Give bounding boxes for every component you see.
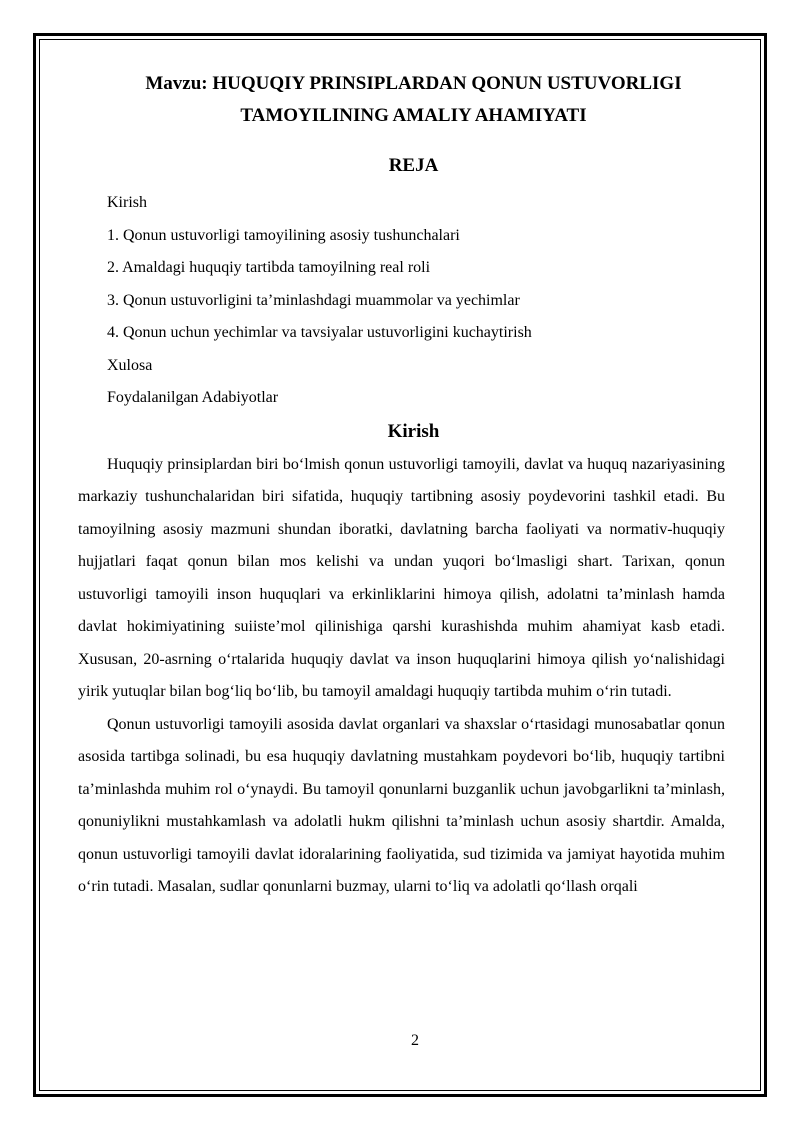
document-title bbox=[78, 68, 725, 132]
section-heading: Kirish bbox=[387, 420, 440, 442]
page-number: 2 bbox=[411, 1032, 419, 1049]
title-line-2: TAMOYILINING AMALIY AHAMIYATI bbox=[240, 105, 587, 126]
plan-item: Foydalanilgan Adabiyotlar bbox=[107, 389, 279, 406]
plan-item: 3. Qonun ustuvorligini ta’minlashdagi muammolar va yechimlar bbox=[107, 291, 520, 309]
plan-item: 4. Qonun uchun yechimlar va tavsiyalar ustuvorligini kuchaytirish bbox=[107, 324, 532, 341]
body-paragraph: Qonun ustuvorligi tamoyili asosida davlat organlari va shaxslar o‘rtasidagi munosabatlar qonun asosida tartibga solinadi, bu esa huquqiy davlatning mustahkam poydevori bo‘lib, huquqiy tartibni ta’minlashda muhim rol o‘ynaydi. Bu tamoyil qonunlarni buzganlik uchun javobgarlikni ta’minlash, qonuniylikni mustahkamlash va adolatli hukm qilishni ta’minlash uchun asosiy shartdir. Amalda, qonun ustuvorligi tamoyili davlat idoralarining faoliyatida, sud tizimida va jamiyat hayotida muhim o‘rin tutadi. Masalan, sudlar qonunlarni buzmay, ularni to‘liq va adolatli qo‘llash orqali bbox=[78, 715, 725, 895]
plan-item: 2. Amaldagi huquqiy tartibda tamoyilning real roli bbox=[107, 259, 431, 276]
plan-list bbox=[78, 187, 725, 415]
plan-item: 1. Qonun ustuvorligi tamoyilining asosiy tushunchalari bbox=[107, 226, 460, 244]
document-body bbox=[78, 68, 725, 904]
plan-heading: REJA bbox=[388, 155, 439, 176]
body-paragraph: Huquqiy prinsiplardan biri bo‘lmish qonun ustuvorligi tamoyili, davlat va huquq nazariyasining markaziy tushunchalaridan biri sifatida, huquqiy tartibning asosiy poydevorini tashkil etadi. Bu tamoyilning asosiy mazmuni shundan iboratki, davlatning barcha faoliyati va normativ-huquqiy hujjatlari faqat qonun bilan mos kelishi va undan yuqori bo‘lmasligi shart. Tarixan, qonun ustuvorligi tamoyili inson huquqlari va erkinliklarini himoya qilish, adolatni ta’minlash hamda davlat hokimiyatining suiiste’mol qilinishiga qarshi kurashishda muhim ahamiyat kasb etadi. Xususan, 20-asrning o‘rtalarida huquqiy davlat va inson huquqlarini himoya qilish yo‘nalishidagi yirik yutuqlar bilan bog‘liq bo‘lib, bu tamoyil amaldagi huquqiy tartibda muhim o‘rin tutadi. bbox=[78, 455, 725, 700]
plan-item: Kirish bbox=[107, 194, 147, 211]
plan-item: Xulosa bbox=[107, 356, 153, 374]
title-line-1: Mavzu: HUQUQIY PRINSIPLARDAN QONUN USTUVORLIGI bbox=[145, 73, 682, 94]
